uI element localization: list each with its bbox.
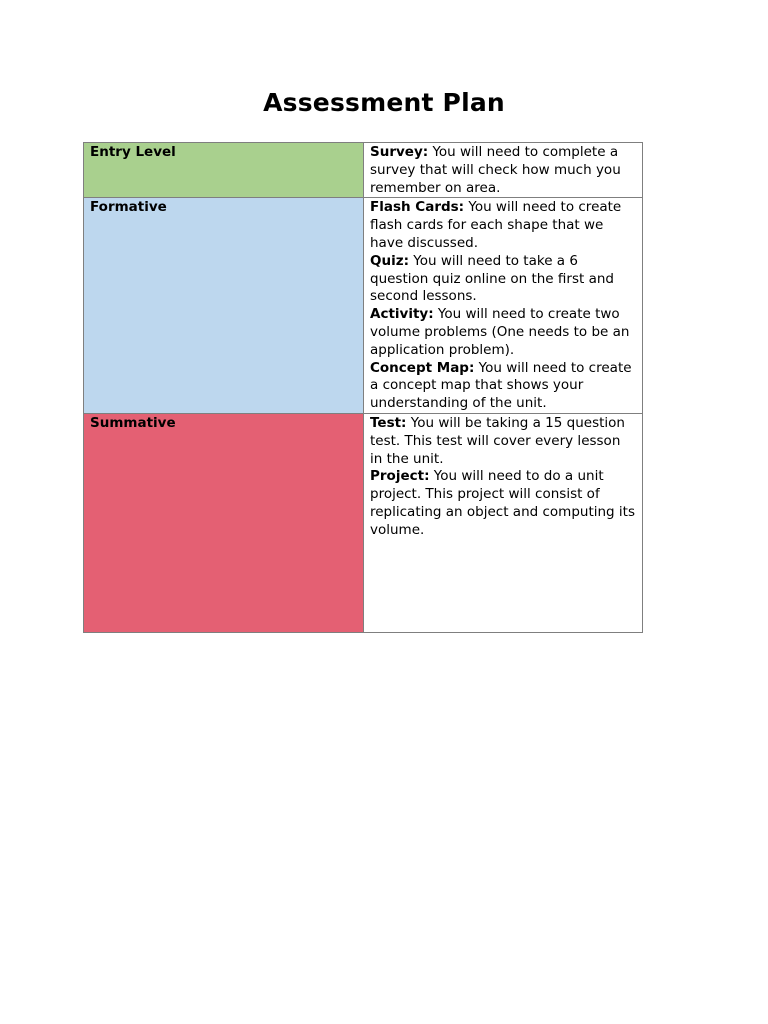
stage-content-cell [364,143,643,198]
assessment-term: Activity: [370,306,434,323]
assessment-description: You will need to complete a survey that will check how much you remember on area. [370,144,621,196]
assessment-item [370,360,636,413]
stage-label-cell: Summative [84,413,364,632]
assessment-term: Project: [370,468,430,485]
assessment-term: Quiz: [370,252,409,269]
stage-label-cell: Formative [84,198,364,414]
assessment-description: You will need to create flash cards for each shape that we have discussed. [370,199,622,251]
table-row-summative [84,413,643,632]
assessment-item [370,144,636,197]
assessment-item [370,415,636,468]
assessment-plan-table [83,142,643,633]
assessment-description: You will be taking a 15 question test. This test will cover every lesson in the unit. [370,414,625,467]
assessment-item [370,199,636,252]
assessment-description: You will need to create a concept map that shows your understanding of the unit. [370,359,632,412]
assessment-item [370,306,636,359]
assessment-description: You will need to create two volume problems (One needs to be an application problem). [370,306,630,358]
assessment-term: Flash Cards: [370,199,465,216]
stage-content-cell [364,198,643,414]
table-row-formative [84,198,643,414]
assessment-term: Survey: [370,144,429,160]
stage-content-cell [364,413,643,632]
assessment-description: You will need to take a 6 question quiz online on the first and second lessons. [370,252,614,305]
stage-label-cell: Entry Level [84,143,364,198]
document-title: Assessment Plan [263,88,505,117]
assessment-description: You will need to do a unit project. This project will consist of replicating an object and computing its volume. [370,468,635,538]
table-row-entry-level [84,143,643,198]
assessment-term: Concept Map: [370,359,475,376]
assessment-term: Test: [370,414,407,431]
assessment-item [370,253,636,306]
assessment-item [370,468,636,539]
